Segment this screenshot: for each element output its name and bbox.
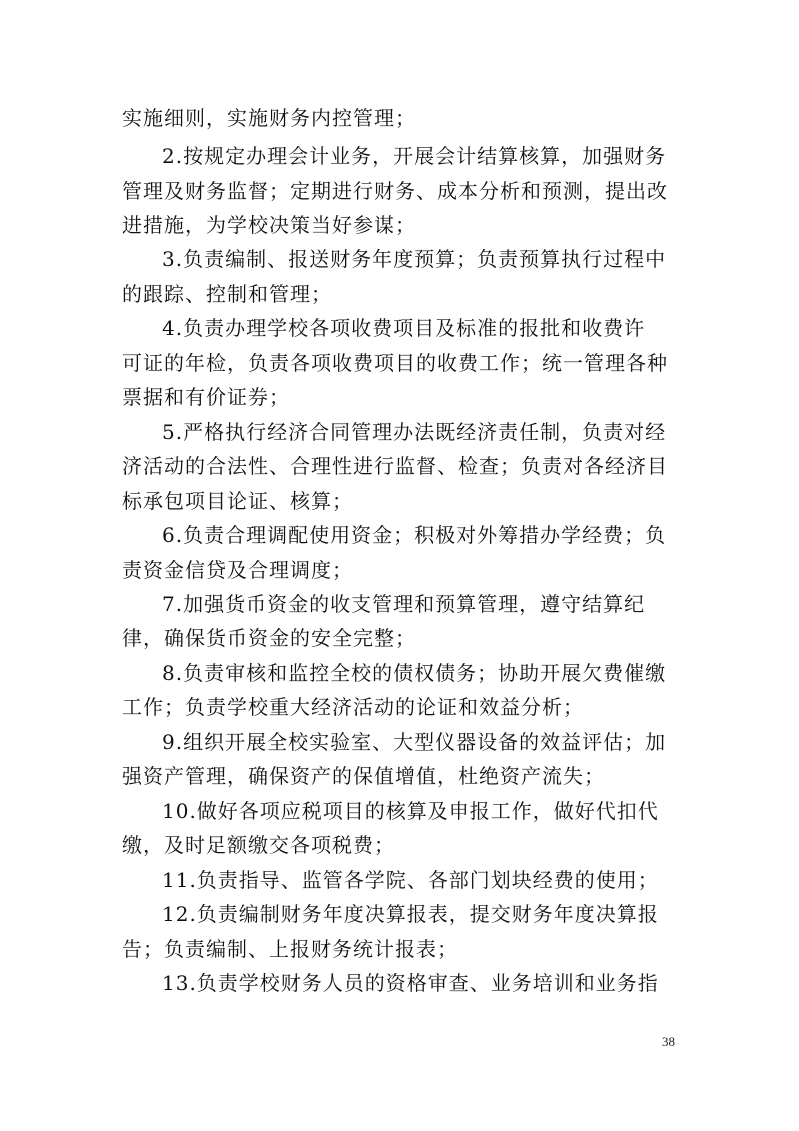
text-line: 11.负责指导、监管各学院、各部门划块经费的使用； — [162, 868, 659, 892]
text-line: 缴，及时足额缴交各项税费； — [122, 833, 395, 857]
text-line: 9.组织开展全校实验室、大型仪器设备的效益评估；加 — [162, 730, 667, 754]
text-line: 8.负责审核和监控全校的债权债务；协助开展欠费催缴 — [162, 661, 667, 685]
text-line: 告；负责编制、上报财务统计报表； — [122, 937, 458, 961]
page-number: 38 — [662, 1034, 675, 1049]
text-line: 的跟踪、控制和管理； — [122, 282, 332, 306]
text-line: 10.做好各项应税项目的核算及申报工作，做好代扣代 — [162, 799, 659, 823]
text-line: 管理及财务监督；定期进行财务、成本分析和预测，提出改 — [122, 179, 668, 203]
text-line: 6.负责合理调配使用资金；积极对外筹措办学经费；负 — [162, 523, 667, 547]
text-line: 责资金信贷及合理调度； — [122, 558, 353, 582]
text-line: 7.加强货币资金的收支管理和预算管理，遵守结算纪 — [162, 592, 646, 616]
text-line: 进措施，为学校决策当好参谋； — [122, 213, 416, 237]
text-line: 标承包项目论证、核算； — [122, 489, 353, 513]
text-line: 律，确保货币资金的安全完整； — [122, 626, 416, 650]
text-line: 12.负责编制财务年度决算报表，提交财务年度决算报 — [162, 902, 659, 926]
text-line: 4.负责办理学校各项收费项目及标准的报批和收费许 — [162, 316, 646, 340]
text-line: 13.负责学校财务人员的资格审查、业务培训和业务指 — [162, 971, 659, 995]
text-line: 济活动的合法性、合理性进行监督、检查；负责对各经济目 — [122, 454, 668, 478]
text-line: 可证的年检，负责各项收费项目的收费工作；统一管理各种 — [122, 351, 668, 375]
text-line: 强资产管理，确保资产的保值增值，杜绝资产流失； — [122, 764, 605, 788]
text-line: 2.按规定办理会计业务，开展会计结算核算，加强财务 — [162, 144, 667, 168]
text-line: 实施细则，实施财务内控管理； — [122, 106, 416, 130]
text-line: 5.严格执行经济合同管理办法既经济责任制，负责对经 — [162, 420, 667, 444]
text-line: 票据和有价证券； — [122, 385, 290, 409]
text-line: 工作；负责学校重大经济活动的论证和效益分析； — [122, 695, 584, 719]
text-line: 3.负责编制、报送财务年度预算；负责预算执行过程中 — [162, 247, 667, 271]
